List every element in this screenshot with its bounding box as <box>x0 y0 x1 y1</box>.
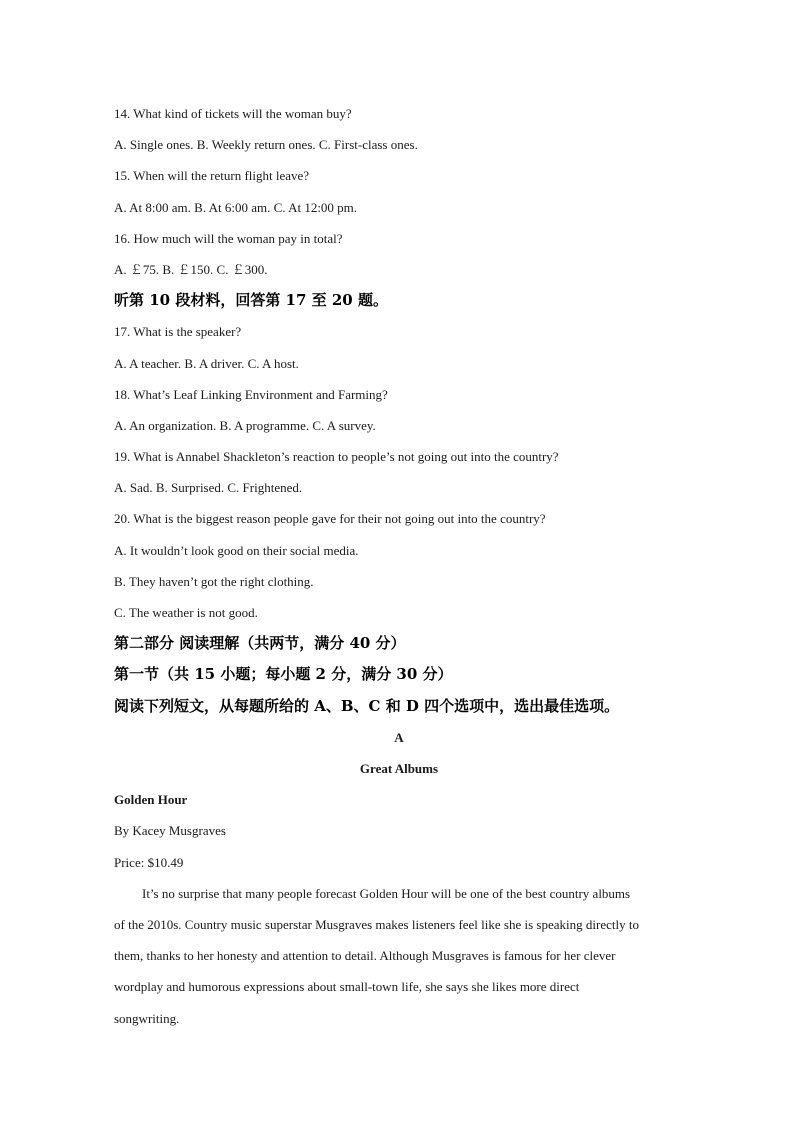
album-price: Price: $10.49 <box>114 854 184 870</box>
passage-title: Great Albums <box>359 760 439 776</box>
section-1-heading: 第一节（共 15 小题；每小题 2 分，满分 30 分） <box>114 665 453 684</box>
option-20-a: A. It wouldn’t look good on their social media. <box>114 542 359 558</box>
options-14: A. Single ones. B. Weekly return ones. C. First-class ones. <box>114 137 418 153</box>
question-17: 17. What is the speaker? <box>114 324 242 340</box>
review-line-1: It’s no surprise that many people forecast Golden Hour will be one of the best country albums <box>142 885 631 901</box>
options-17: A. A teacher. B. A driver. C. A host. <box>114 355 299 371</box>
question-18: 18. What’s Leaf Linking Environment and Farming? <box>114 386 388 402</box>
review-line-4: wordplay and humorous expressions about small-town life, she says she likes more direct <box>114 979 580 995</box>
question-16: 16. How much will the woman pay in total? <box>114 230 343 246</box>
question-14: 14. What kind of tickets will the woman buy? <box>114 106 352 121</box>
album-review <box>114 878 684 1034</box>
option-20-c: C. The weather is not good. <box>114 605 258 620</box>
option-20-b: B. They haven’t got the right clothing. <box>114 573 314 589</box>
review-line-2: of the 2010s. Country music superstar Musgraves makes listeners feel like she is speaking directly to <box>114 916 639 932</box>
question-15: 15. When will the return flight leave? <box>114 168 310 184</box>
review-line-3: them, thanks to her honesty and attention to detail. Although Musgraves is famous for her clever <box>114 948 616 964</box>
options-18: A. An organization. B. A programme. C. A survey. <box>114 417 376 433</box>
options-15: A. At 8:00 am. B. At 6:00 am. C. At 12:00 pm. <box>114 199 358 215</box>
section-10-heading: 听第 10 段材料，回答第 17 至 20 题。 <box>114 291 388 310</box>
question-20: 20. What is the biggest reason people gave for their not going out into the country? <box>114 511 546 527</box>
review-line-5: songwriting. <box>114 1010 180 1026</box>
question-19: 19. What is Annabel Shackleton’s reaction to people’s not going out into the country? <box>114 449 559 465</box>
part-2-heading: 第二部分 阅读理解（共两节，满分 40 分） <box>114 634 406 653</box>
options-16: A. ￡75. B. ￡150. C. ￡300. <box>114 261 268 277</box>
reading-instructions: 阅读下列短文，从每题所给的 A、B、C 和 D 四个选项中，选出最佳选项。 <box>114 696 620 715</box>
document-page <box>114 98 684 1034</box>
album-artist: By Kacey Musgraves <box>114 823 226 839</box>
passage-letter: A <box>394 729 404 745</box>
options-19: A. Sad. B. Surprised. C. Frightened. <box>114 480 303 496</box>
album-name: Golden Hour <box>114 792 188 808</box>
